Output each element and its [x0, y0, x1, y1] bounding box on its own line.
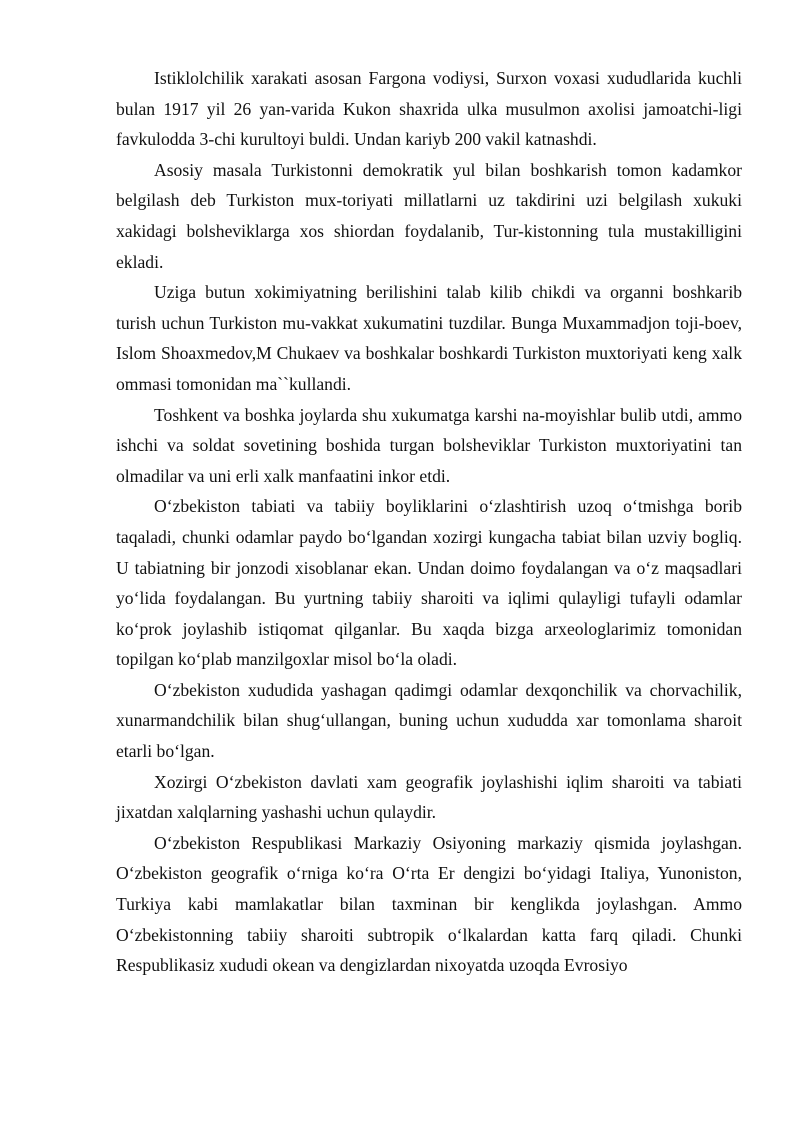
paragraph-6: O‘zbekiston xududida yashagan qadimgi odamlar dexqonchilik va chorvachilik, xunarmandchilik bilan shug‘ullangan, buning uchun xududda xar tomonlama sharoit etarli bo‘lgan. [116, 679, 742, 762]
paragraph-1: Istiklolchilik xarakati asosan Fargona vodiysi, Surxon voxasi xududlarida kuchli bulan 1917 yil 26 yan-varida Kukon shaxrida ulka musulmon axolisi jamoatchi-ligi favkulodda 3-chi kurultoyi buldi. Undan kariyb 200 vakil katnashdi. [116, 68, 742, 150]
document-page [116, 63, 742, 981]
paragraph-4: Toshkent va boshka joylarda shu xukumatga karshi na-moyishlar bulib utdi, ammo ishchi va soldat sovetining boshida turgan bolsheviklar Turkiston muxtoriyatini tan olmadilar va uni erli xalk manfaatini inkor etdi. [116, 404, 742, 486]
paragraph-3: Uziga butun xokimiyatning berilishini talab kilib chikdi va organni boshkarib turish uchun Turkiston mu-vakkat xukumatini tuzdilar. Bunga Muxammadjon toji-boev, Islom Shoaxmedov,M Chukaev va boshkalar boshkardi Turkiston muxtoriyati keng xalk ommasi tomonidan ma``kullandi. [116, 282, 742, 394]
paragraph-2: Asosiy masala Turkistonni demokratik yul bilan boshkarish tomon kadamkor belgilash deb Turkiston mux-toriyati millatlarni uz takdirini uzi belgilash xukuki xakidagi bolsheviklarga xos shiordan foydalanib, Tur-kistonning tula mustakilligini ekladi. [116, 159, 742, 272]
paragraph-5: O‘zbekiston tabiati va tabiiy boyliklarini o‘zlashtirish uzoq o‘tmishga borib taqaladi, chunki odamlar paydo bo‘lgandan xozirgi kungacha tabiat bilan uzviy bogliq. U tabiatning bir jonzodi xisoblanar ekan. Undan doimo foydalangan va o‘z maqsadlari yo‘lida foydalangan. Bu yurtning tabiiy sharoiti va iqlimi qulayligi tufayli odamlar ko‘prok joylashib istiqomat qilganlar. Bu xaqda bizga arxeologlarimiz tomonidan topilgan ko‘plab manzilgoxlar misol bo‘la oladi. [116, 496, 742, 670]
paragraph-7: Xozirgi O‘zbekiston davlati xam geografik joylashishi iqlim sharoiti va tabiati jixatdan xalqlarning yashashi uchun qulaydir. [116, 771, 742, 823]
paragraph-8: O‘zbekiston Respublikasi Markaziy Osiyoning markaziy qismida joylashgan. O‘zbekiston geografik o‘rniga ko‘ra O‘rta Er dengizi bo‘yidagi Italiya, Yunoniston, Turkiya kabi mamlakatlar bilan taxminan bir kenglikda joylashgan. Ammo O‘zbekistonning tabiiy sharoiti subtropik o‘lkalardan katta farq qiladi. Chunki Respublikasiz xududi okean va dengizlardan nixoyatda uzoqda Evrosiyo [116, 832, 742, 976]
